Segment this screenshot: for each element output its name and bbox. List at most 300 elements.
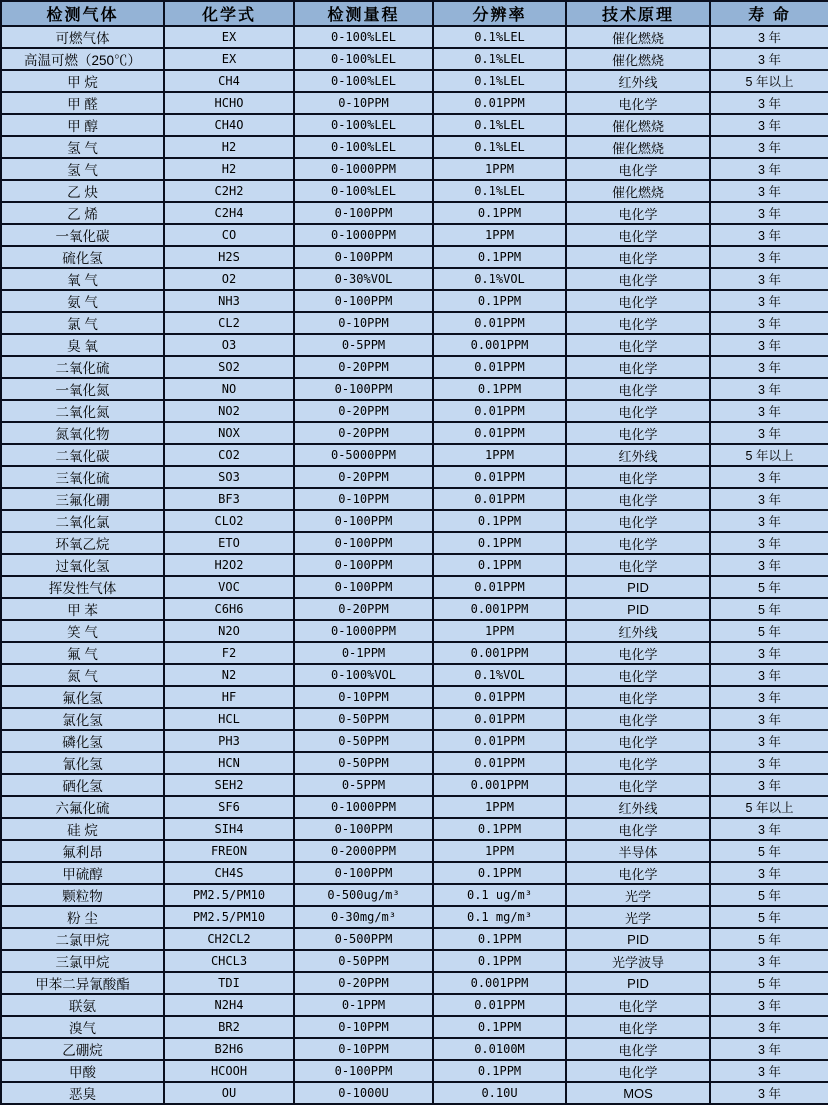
cell: 0-20PPM bbox=[294, 356, 433, 378]
cell: 0.001PPM bbox=[433, 642, 566, 664]
cell: SO2 bbox=[164, 356, 294, 378]
cell: 3 年 bbox=[710, 158, 828, 180]
cell: MOS bbox=[566, 1082, 710, 1104]
cell: 0.01PPM bbox=[433, 92, 566, 114]
cell: 氢 气 bbox=[1, 158, 164, 180]
cell: 0-100PPM bbox=[294, 532, 433, 554]
cell: 0-100PPM bbox=[294, 862, 433, 884]
cell: 0.1%VOL bbox=[433, 664, 566, 686]
cell: 恶臭 bbox=[1, 1082, 164, 1104]
cell: 0-1000PPM bbox=[294, 796, 433, 818]
cell: 5 年 bbox=[710, 884, 828, 906]
cell: 0-2000PPM bbox=[294, 840, 433, 862]
cell: 0.01PPM bbox=[433, 730, 566, 752]
cell: 硫化氢 bbox=[1, 246, 164, 268]
cell: 0.1%LEL bbox=[433, 48, 566, 70]
cell: 氯 气 bbox=[1, 312, 164, 334]
cell: 0.001PPM bbox=[433, 774, 566, 796]
table-row bbox=[1, 752, 828, 774]
cell: 笑 气 bbox=[1, 620, 164, 642]
table-row bbox=[1, 26, 828, 48]
cell: 电化学 bbox=[566, 224, 710, 246]
cell: N2H4 bbox=[164, 994, 294, 1016]
cell: 乙硼烷 bbox=[1, 1038, 164, 1060]
cell: 甲硫醇 bbox=[1, 862, 164, 884]
cell: 0-10PPM bbox=[294, 488, 433, 510]
cell: 3 年 bbox=[710, 92, 828, 114]
cell: 0.01PPM bbox=[433, 576, 566, 598]
cell: 电化学 bbox=[566, 1016, 710, 1038]
cell: 0-20PPM bbox=[294, 598, 433, 620]
table-row bbox=[1, 92, 828, 114]
cell: 0-100%LEL bbox=[294, 26, 433, 48]
cell: 0.1PPM bbox=[433, 510, 566, 532]
cell: 0-10PPM bbox=[294, 312, 433, 334]
cell: 5 年 bbox=[710, 906, 828, 928]
cell: 0.01PPM bbox=[433, 466, 566, 488]
cell: 5 年 bbox=[710, 620, 828, 642]
cell: 电化学 bbox=[566, 158, 710, 180]
cell: 0.01PPM bbox=[433, 708, 566, 730]
cell: HCOOH bbox=[164, 1060, 294, 1082]
cell: 电化学 bbox=[566, 642, 710, 664]
cell: 电化学 bbox=[566, 664, 710, 686]
table-row bbox=[1, 444, 828, 466]
table-row bbox=[1, 620, 828, 642]
cell: 3 年 bbox=[710, 1016, 828, 1038]
cell: 3 年 bbox=[710, 202, 828, 224]
cell: 电化学 bbox=[566, 334, 710, 356]
cell: 0-1000PPM bbox=[294, 224, 433, 246]
cell: 1PPM bbox=[433, 158, 566, 180]
cell: 可燃气体 bbox=[1, 26, 164, 48]
table-row bbox=[1, 510, 828, 532]
cell: 氟化氢 bbox=[1, 686, 164, 708]
cell: 臭 氧 bbox=[1, 334, 164, 356]
cell: 电化学 bbox=[566, 268, 710, 290]
cell: 0-10PPM bbox=[294, 686, 433, 708]
cell: 催化燃烧 bbox=[566, 114, 710, 136]
table-row bbox=[1, 1060, 828, 1082]
cell: 3 年 bbox=[710, 378, 828, 400]
cell: 3 年 bbox=[710, 334, 828, 356]
cell: EX bbox=[164, 26, 294, 48]
cell: 5 年 bbox=[710, 840, 828, 862]
cell: 电化学 bbox=[566, 686, 710, 708]
table-row bbox=[1, 180, 828, 202]
cell: 三氯甲烷 bbox=[1, 950, 164, 972]
cell: 3 年 bbox=[710, 994, 828, 1016]
table-row bbox=[1, 994, 828, 1016]
cell: 0.1%LEL bbox=[433, 70, 566, 92]
cell: VOC bbox=[164, 576, 294, 598]
cell: 电化学 bbox=[566, 92, 710, 114]
cell: 甲苯二异氰酸酯 bbox=[1, 972, 164, 994]
cell: 0-500PPM bbox=[294, 928, 433, 950]
cell: N2O bbox=[164, 620, 294, 642]
cell: 电化学 bbox=[566, 202, 710, 224]
table-row bbox=[1, 290, 828, 312]
cell: 氮氧化物 bbox=[1, 422, 164, 444]
table-row bbox=[1, 664, 828, 686]
cell: 电化学 bbox=[566, 510, 710, 532]
column-header: 寿 命 bbox=[710, 1, 828, 26]
cell: 0-100PPM bbox=[294, 576, 433, 598]
cell: 0-50PPM bbox=[294, 708, 433, 730]
cell: PM2.5/PM10 bbox=[164, 884, 294, 906]
cell: 0.1%LEL bbox=[433, 136, 566, 158]
cell: 电化学 bbox=[566, 400, 710, 422]
cell: 氧 气 bbox=[1, 268, 164, 290]
cell: CH4O bbox=[164, 114, 294, 136]
cell: 电化学 bbox=[566, 862, 710, 884]
cell: 0-5PPM bbox=[294, 334, 433, 356]
cell: TDI bbox=[164, 972, 294, 994]
cell: 0-100%LEL bbox=[294, 136, 433, 158]
cell: 二氧化氮 bbox=[1, 400, 164, 422]
cell: 0-20PPM bbox=[294, 422, 433, 444]
table-row bbox=[1, 598, 828, 620]
cell: 三氟化硼 bbox=[1, 488, 164, 510]
cell: SF6 bbox=[164, 796, 294, 818]
cell: 半导体 bbox=[566, 840, 710, 862]
cell: 0.1PPM bbox=[433, 532, 566, 554]
table-row bbox=[1, 48, 828, 70]
cell: 乙 烯 bbox=[1, 202, 164, 224]
table-body bbox=[1, 26, 828, 1104]
cell: 0.1PPM bbox=[433, 928, 566, 950]
table-row bbox=[1, 246, 828, 268]
cell: 环氧乙烷 bbox=[1, 532, 164, 554]
cell: O2 bbox=[164, 268, 294, 290]
table-row bbox=[1, 972, 828, 994]
cell: 3 年 bbox=[710, 422, 828, 444]
cell: 5 年以上 bbox=[710, 796, 828, 818]
cell: 0.1%LEL bbox=[433, 26, 566, 48]
cell: 3 年 bbox=[710, 26, 828, 48]
cell: 3 年 bbox=[710, 708, 828, 730]
cell: 0.10U bbox=[433, 1082, 566, 1104]
cell: 0.1PPM bbox=[433, 818, 566, 840]
table-row bbox=[1, 136, 828, 158]
cell: 氟 气 bbox=[1, 642, 164, 664]
cell: 电化学 bbox=[566, 356, 710, 378]
table-header bbox=[1, 1, 828, 26]
cell: PM2.5/PM10 bbox=[164, 906, 294, 928]
cell: NO2 bbox=[164, 400, 294, 422]
cell: HCHO bbox=[164, 92, 294, 114]
cell: 红外线 bbox=[566, 620, 710, 642]
cell: 三氧化硫 bbox=[1, 466, 164, 488]
column-header: 化学式 bbox=[164, 1, 294, 26]
cell: 电化学 bbox=[566, 752, 710, 774]
table-row bbox=[1, 532, 828, 554]
cell: 甲 醛 bbox=[1, 92, 164, 114]
cell: 电化学 bbox=[566, 730, 710, 752]
cell: 3 年 bbox=[710, 180, 828, 202]
cell: 电化学 bbox=[566, 818, 710, 840]
table-row bbox=[1, 818, 828, 840]
table-row bbox=[1, 422, 828, 444]
cell: 3 年 bbox=[710, 686, 828, 708]
cell: 高温可燃（250℃） bbox=[1, 48, 164, 70]
cell: H2 bbox=[164, 158, 294, 180]
table-row bbox=[1, 906, 828, 928]
cell: 3 年 bbox=[710, 862, 828, 884]
cell: 甲 苯 bbox=[1, 598, 164, 620]
cell: 挥发性气体 bbox=[1, 576, 164, 598]
cell: 3 年 bbox=[710, 642, 828, 664]
cell: 0.01PPM bbox=[433, 400, 566, 422]
cell: 光学波导 bbox=[566, 950, 710, 972]
cell: 0.1 mg/m³ bbox=[433, 906, 566, 928]
cell: ETO bbox=[164, 532, 294, 554]
cell: 0-100%LEL bbox=[294, 48, 433, 70]
cell: 3 年 bbox=[710, 488, 828, 510]
table-row bbox=[1, 928, 828, 950]
table-row bbox=[1, 840, 828, 862]
cell: 0-30%VOL bbox=[294, 268, 433, 290]
cell: H2 bbox=[164, 136, 294, 158]
cell: 电化学 bbox=[566, 422, 710, 444]
cell: 0.1 ug/m³ bbox=[433, 884, 566, 906]
cell: 催化燃烧 bbox=[566, 180, 710, 202]
cell: 0-1000PPM bbox=[294, 620, 433, 642]
cell: 溴气 bbox=[1, 1016, 164, 1038]
table-row bbox=[1, 686, 828, 708]
cell: 甲 烷 bbox=[1, 70, 164, 92]
table-row bbox=[1, 488, 828, 510]
cell: 0-100PPM bbox=[294, 378, 433, 400]
cell: 氮 气 bbox=[1, 664, 164, 686]
cell: 3 年 bbox=[710, 246, 828, 268]
table-row bbox=[1, 576, 828, 598]
cell: 0-30mg/m³ bbox=[294, 906, 433, 928]
cell: 0-10PPM bbox=[294, 92, 433, 114]
table-row bbox=[1, 378, 828, 400]
cell: 电化学 bbox=[566, 466, 710, 488]
table-row bbox=[1, 268, 828, 290]
cell: NOX bbox=[164, 422, 294, 444]
cell: CLO2 bbox=[164, 510, 294, 532]
table-row bbox=[1, 70, 828, 92]
cell: 0-100PPM bbox=[294, 246, 433, 268]
cell: 3 年 bbox=[710, 730, 828, 752]
table-row bbox=[1, 708, 828, 730]
cell: 0.1%LEL bbox=[433, 114, 566, 136]
cell: 5 年 bbox=[710, 928, 828, 950]
cell: 磷化氢 bbox=[1, 730, 164, 752]
cell: 0-500ug/m³ bbox=[294, 884, 433, 906]
table-row bbox=[1, 1016, 828, 1038]
cell: EX bbox=[164, 48, 294, 70]
cell: 电化学 bbox=[566, 488, 710, 510]
cell: 0.01PPM bbox=[433, 686, 566, 708]
cell: 电化学 bbox=[566, 246, 710, 268]
cell: 电化学 bbox=[566, 290, 710, 312]
cell: 0.1PPM bbox=[433, 246, 566, 268]
cell: CH4 bbox=[164, 70, 294, 92]
cell: 0.0100M bbox=[433, 1038, 566, 1060]
cell: 催化燃烧 bbox=[566, 48, 710, 70]
cell: 3 年 bbox=[710, 224, 828, 246]
cell: HCL bbox=[164, 708, 294, 730]
cell: CH4S bbox=[164, 862, 294, 884]
cell: 0-100PPM bbox=[294, 818, 433, 840]
cell: BF3 bbox=[164, 488, 294, 510]
cell: 0.1PPM bbox=[433, 1016, 566, 1038]
cell: 0-100PPM bbox=[294, 202, 433, 224]
cell: 过氧化氢 bbox=[1, 554, 164, 576]
cell: 0.001PPM bbox=[433, 598, 566, 620]
cell: 0.01PPM bbox=[433, 422, 566, 444]
cell: 1PPM bbox=[433, 796, 566, 818]
cell: 0-20PPM bbox=[294, 972, 433, 994]
cell: 硒化氢 bbox=[1, 774, 164, 796]
cell: 3 年 bbox=[710, 774, 828, 796]
cell: 3 年 bbox=[710, 1082, 828, 1104]
cell: 二氧化碳 bbox=[1, 444, 164, 466]
cell: 3 年 bbox=[710, 818, 828, 840]
cell: 1PPM bbox=[433, 224, 566, 246]
cell: PID bbox=[566, 576, 710, 598]
cell: 二氧化硫 bbox=[1, 356, 164, 378]
column-header: 检测量程 bbox=[294, 1, 433, 26]
table-row bbox=[1, 950, 828, 972]
cell: 0-1PPM bbox=[294, 642, 433, 664]
cell: 3 年 bbox=[710, 1060, 828, 1082]
cell: 催化燃烧 bbox=[566, 136, 710, 158]
table-row bbox=[1, 158, 828, 180]
cell: 0-20PPM bbox=[294, 400, 433, 422]
cell: 0.01PPM bbox=[433, 994, 566, 1016]
table-row bbox=[1, 312, 828, 334]
cell: C6H6 bbox=[164, 598, 294, 620]
cell: 氢 气 bbox=[1, 136, 164, 158]
table-row bbox=[1, 334, 828, 356]
cell: 颗粒物 bbox=[1, 884, 164, 906]
cell: 3 年 bbox=[710, 114, 828, 136]
cell: 3 年 bbox=[710, 510, 828, 532]
table-row bbox=[1, 356, 828, 378]
column-header: 检测气体 bbox=[1, 1, 164, 26]
cell: 联氨 bbox=[1, 994, 164, 1016]
cell: 二氧化氯 bbox=[1, 510, 164, 532]
cell: 0-100%LEL bbox=[294, 180, 433, 202]
cell: PH3 bbox=[164, 730, 294, 752]
cell: 3 年 bbox=[710, 466, 828, 488]
cell: HCN bbox=[164, 752, 294, 774]
cell: 0.01PPM bbox=[433, 752, 566, 774]
cell: NH3 bbox=[164, 290, 294, 312]
cell: PID bbox=[566, 972, 710, 994]
cell: 氯化氢 bbox=[1, 708, 164, 730]
cell: 光学 bbox=[566, 884, 710, 906]
cell: 5 年以上 bbox=[710, 70, 828, 92]
cell: SIH4 bbox=[164, 818, 294, 840]
cell: 3 年 bbox=[710, 356, 828, 378]
cell: 氨 气 bbox=[1, 290, 164, 312]
table-row bbox=[1, 642, 828, 664]
cell: 0-10PPM bbox=[294, 1038, 433, 1060]
table-row bbox=[1, 1082, 828, 1104]
cell: 电化学 bbox=[566, 312, 710, 334]
table-row bbox=[1, 400, 828, 422]
cell: 甲酸 bbox=[1, 1060, 164, 1082]
cell: 5 年 bbox=[710, 972, 828, 994]
table-row bbox=[1, 730, 828, 752]
cell: 0.01PPM bbox=[433, 356, 566, 378]
cell: 0.1PPM bbox=[433, 290, 566, 312]
cell: 3 年 bbox=[710, 1038, 828, 1060]
table-row bbox=[1, 774, 828, 796]
table-row bbox=[1, 1038, 828, 1060]
cell: 3 年 bbox=[710, 312, 828, 334]
cell: C2H4 bbox=[164, 202, 294, 224]
cell: F2 bbox=[164, 642, 294, 664]
cell: 电化学 bbox=[566, 1060, 710, 1082]
cell: N2 bbox=[164, 664, 294, 686]
cell: 光学 bbox=[566, 906, 710, 928]
cell: 一氧化氮 bbox=[1, 378, 164, 400]
cell: 0-5PPM bbox=[294, 774, 433, 796]
cell: 0-20PPM bbox=[294, 466, 433, 488]
cell: HF bbox=[164, 686, 294, 708]
cell: NO bbox=[164, 378, 294, 400]
cell: 0-5000PPM bbox=[294, 444, 433, 466]
cell: 电化学 bbox=[566, 532, 710, 554]
cell: 氟利昂 bbox=[1, 840, 164, 862]
cell: 0-100%LEL bbox=[294, 70, 433, 92]
table-row bbox=[1, 554, 828, 576]
column-header: 分辨率 bbox=[433, 1, 566, 26]
cell: 粉 尘 bbox=[1, 906, 164, 928]
cell: CL2 bbox=[164, 312, 294, 334]
cell: 0-100%VOL bbox=[294, 664, 433, 686]
cell: 3 年 bbox=[710, 290, 828, 312]
cell: 0.001PPM bbox=[433, 334, 566, 356]
cell: 二氯甲烷 bbox=[1, 928, 164, 950]
cell: 0.01PPM bbox=[433, 488, 566, 510]
table-row bbox=[1, 862, 828, 884]
cell: 3 年 bbox=[710, 950, 828, 972]
cell: 0.1%VOL bbox=[433, 268, 566, 290]
cell: 0-100%LEL bbox=[294, 114, 433, 136]
table-row bbox=[1, 224, 828, 246]
cell: H2O2 bbox=[164, 554, 294, 576]
cell: 电化学 bbox=[566, 774, 710, 796]
cell: 3 年 bbox=[710, 136, 828, 158]
column-header: 技术原理 bbox=[566, 1, 710, 26]
cell: B2H6 bbox=[164, 1038, 294, 1060]
cell: H2S bbox=[164, 246, 294, 268]
cell: CO2 bbox=[164, 444, 294, 466]
cell: 3 年 bbox=[710, 752, 828, 774]
cell: 0-100PPM bbox=[294, 1060, 433, 1082]
cell: 0.1PPM bbox=[433, 378, 566, 400]
cell: 0-10PPM bbox=[294, 1016, 433, 1038]
cell: 0.1PPM bbox=[433, 1060, 566, 1082]
cell: 3 年 bbox=[710, 400, 828, 422]
cell: 0-1000U bbox=[294, 1082, 433, 1104]
cell: CH2CL2 bbox=[164, 928, 294, 950]
cell: 0-1PPM bbox=[294, 994, 433, 1016]
cell: 1PPM bbox=[433, 620, 566, 642]
cell: 0-50PPM bbox=[294, 752, 433, 774]
cell: 0.1PPM bbox=[433, 950, 566, 972]
cell: O3 bbox=[164, 334, 294, 356]
cell: 0-50PPM bbox=[294, 730, 433, 752]
